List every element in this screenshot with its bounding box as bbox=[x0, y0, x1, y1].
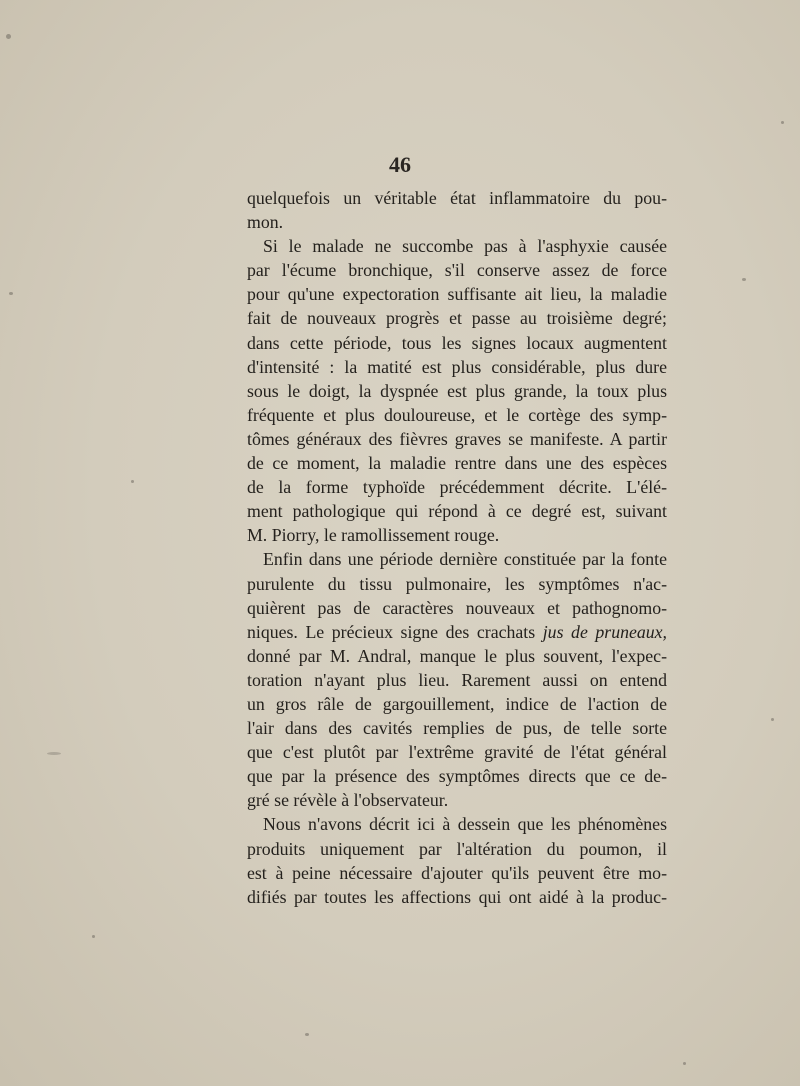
text-line: tômes généraux des fièvres graves se manifeste. A partir bbox=[247, 428, 667, 449]
text-line: par l'écume bronchique, s'il conserve assez de force bbox=[247, 260, 667, 281]
text-line: l'air dans des cavités remplies de pus, de telle sorte bbox=[247, 718, 667, 739]
text-line: toration n'ayant plus lieu. Rarement aussi on entend bbox=[247, 669, 667, 690]
text-line: est à peine nécessaire d'ajouter qu'ils peuvent être mo- bbox=[247, 862, 667, 883]
text-line: Enfin dans une période dernière constituée par la fonte bbox=[263, 549, 667, 570]
paragraph bbox=[247, 812, 667, 908]
ink-speck bbox=[771, 718, 774, 721]
text-line: quièrent pas de caractères nouveaux et pathognomo- bbox=[247, 597, 667, 618]
paragraph bbox=[247, 547, 667, 812]
text-line: difiés par toutes les affections qui ont aidé à la produc- bbox=[247, 886, 667, 907]
text-line: Si le malade ne succombe pas à l'asphyxie causée bbox=[263, 236, 667, 257]
text-line: produits uniquement par l'altération du poumon, il bbox=[247, 838, 667, 859]
text-line: d'intensité : la matité est plus considérable, plus dure bbox=[247, 356, 667, 377]
text-line: gré se révèle à l'observateur. bbox=[247, 790, 449, 811]
text-line: donné par M. Andral, manque le plus souvent, l'expec- bbox=[247, 645, 667, 666]
ink-speck bbox=[305, 1033, 309, 1036]
text-line: un gros râle de gargouillement, indice de l'action de bbox=[247, 693, 667, 714]
body-text bbox=[247, 186, 667, 909]
ink-speck bbox=[131, 480, 134, 483]
text-line: M. Piorry, le ramollissement rouge. bbox=[247, 525, 500, 546]
text-line: sous le doigt, la dyspnée est plus grande, la toux plus bbox=[247, 380, 667, 401]
ink-speck bbox=[92, 935, 95, 938]
paragraph bbox=[247, 186, 667, 234]
ink-speck bbox=[781, 121, 784, 124]
ink-speck bbox=[47, 752, 61, 755]
text-line: de la forme typhoïde précédemment décrite. L'élé- bbox=[247, 477, 667, 498]
text-line: que par la présence des symptômes directs que ce de- bbox=[247, 766, 667, 787]
page-number: 46 bbox=[389, 152, 411, 177]
italic-phrase: jus de pruneaux, bbox=[542, 621, 668, 642]
text-line: quelquefois un véritable état inflammatoire du pou- bbox=[247, 188, 667, 208]
paragraph bbox=[247, 234, 667, 547]
text-line: pour qu'une expectoration suffisante ait lieu, la maladie bbox=[247, 284, 667, 305]
ink-speck bbox=[742, 278, 746, 281]
text-line-with-italic bbox=[247, 620, 667, 644]
text-line: de ce moment, la maladie rentre dans une des espèces bbox=[247, 453, 667, 474]
ink-speck bbox=[6, 34, 11, 39]
text-run: niques. Le précieux signe des crachats bbox=[247, 621, 543, 642]
ink-speck bbox=[683, 1062, 686, 1065]
text-line: fréquente et plus douloureuse, et le cortège des symp- bbox=[247, 404, 667, 425]
text-line: purulente du tissu pulmonaire, les symptômes n'ac- bbox=[247, 573, 667, 594]
text-line: fait de nouveaux progrès et passe au troisième degré; bbox=[247, 308, 667, 329]
text-line: dans cette période, tous les signes locaux augmentent bbox=[247, 332, 667, 353]
text-line: mon. bbox=[247, 212, 284, 233]
text-line: Nous n'avons décrit ici à dessein que les phénomènes bbox=[263, 814, 667, 835]
ink-speck bbox=[9, 292, 13, 295]
text-line: ment pathologique qui répond à ce degré est, suivant bbox=[247, 501, 667, 522]
text-line: que c'est plutôt par l'extrême gravité de l'état général bbox=[247, 742, 667, 763]
